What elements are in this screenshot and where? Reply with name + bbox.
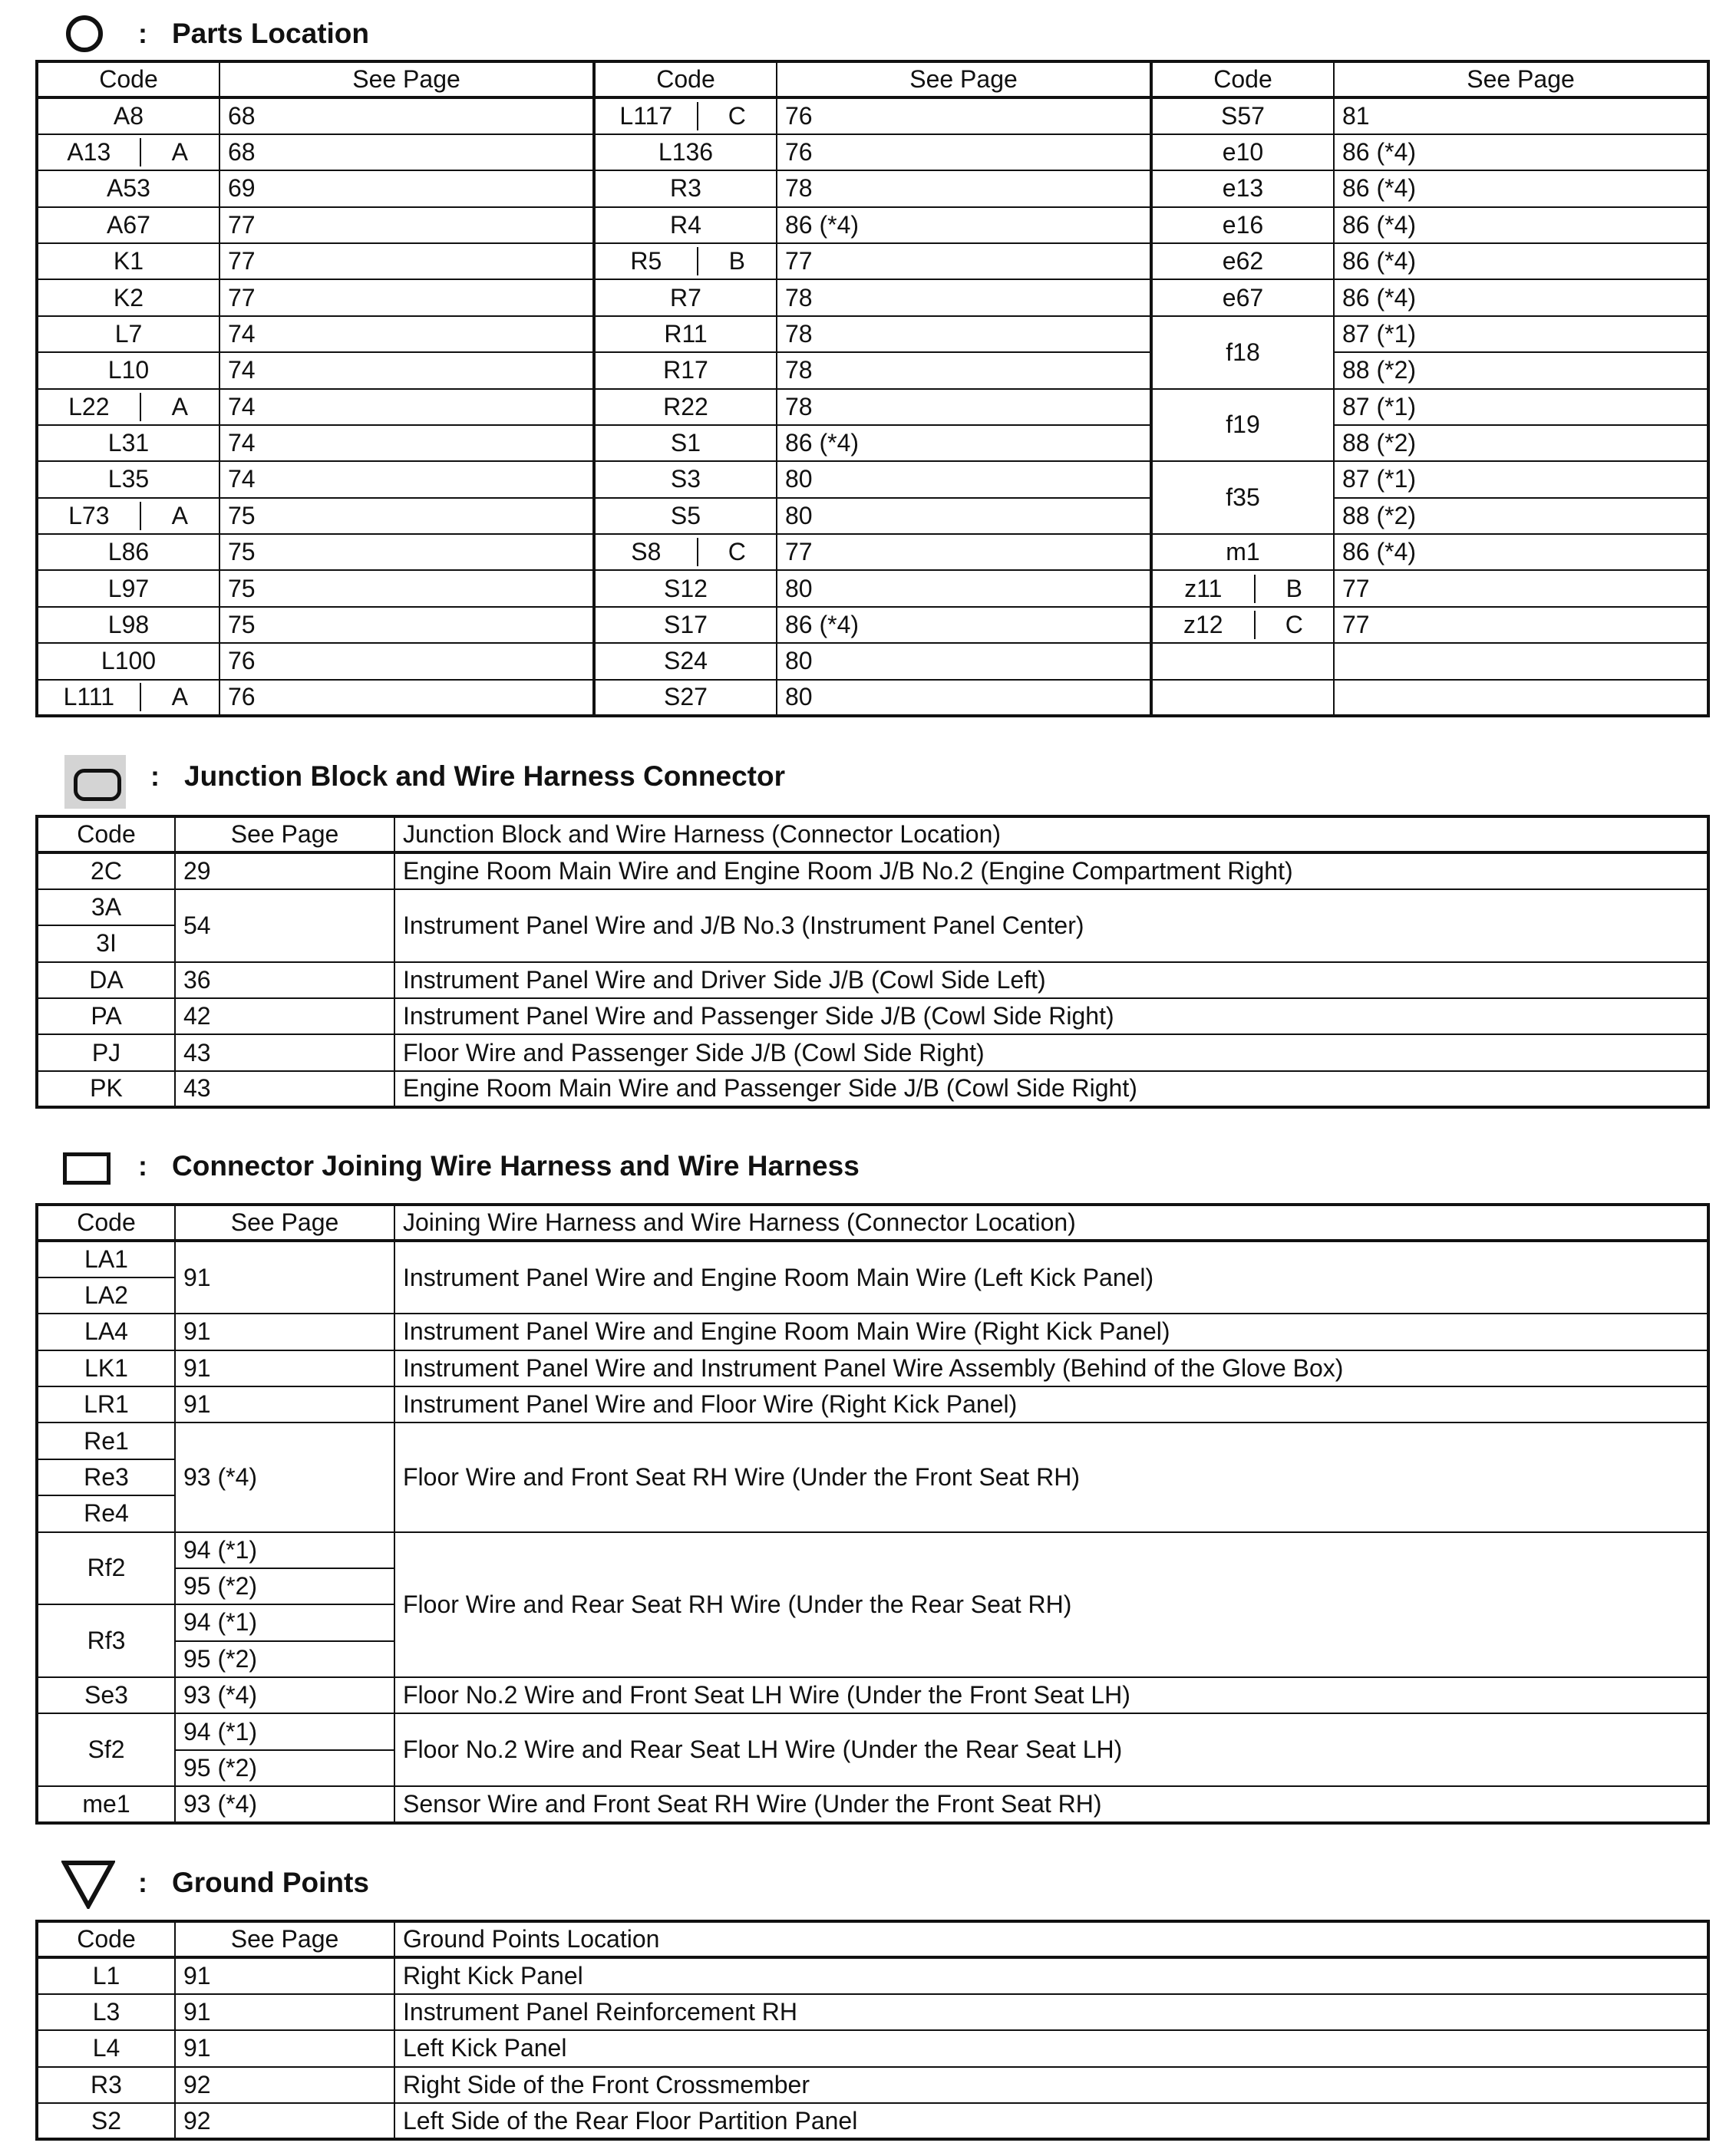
junction-heading: : Junction Block and Wire Harness Connector xyxy=(61,753,785,799)
code-cell xyxy=(1151,680,1334,716)
code-cell: e67 xyxy=(1151,279,1334,315)
code-cell: R17 xyxy=(594,352,777,388)
header-see-page: See Page xyxy=(219,61,594,97)
see-page-cell: 42 xyxy=(175,998,394,1034)
parts-location-heading: : Parts Location xyxy=(61,11,369,57)
code-cell xyxy=(1151,570,1334,606)
code-label: z12 xyxy=(1153,611,1256,639)
location-cell: Instrument Panel Wire and J/B No.3 (Instrument Panel Center) xyxy=(394,889,1708,962)
see-page-cell: 76 xyxy=(777,97,1151,134)
code-cell xyxy=(37,498,219,534)
see-page-cell: 88 (*2) xyxy=(1334,352,1708,388)
table-row xyxy=(37,1034,1708,1070)
see-page-cell: 91 xyxy=(175,1350,394,1386)
see-page-cell: 36 xyxy=(175,962,394,998)
table-header-row xyxy=(37,1921,1708,1957)
code-cell: m1 xyxy=(1151,534,1334,570)
header-code: Code xyxy=(1151,61,1334,97)
code-cell: S17 xyxy=(594,607,777,643)
location-cell: Floor No.2 Wire and Front Seat LH Wire (Under the Front Seat LH) xyxy=(394,1677,1708,1713)
code-cell: L31 xyxy=(37,425,219,461)
table-row xyxy=(37,962,1708,998)
header-code: Code xyxy=(37,816,175,852)
code-cell: S12 xyxy=(594,570,777,606)
see-page-cell: 91 xyxy=(175,2030,394,2066)
header-see-page: See Page xyxy=(175,816,394,852)
see-page-cell: 92 xyxy=(175,2067,394,2103)
code-cell: LR1 xyxy=(37,1386,175,1422)
see-page-cell: 94 (*1) xyxy=(175,1713,394,1749)
code-cell xyxy=(1151,643,1334,679)
see-page-cell: 77 xyxy=(1334,570,1708,606)
table-row xyxy=(37,425,1708,461)
header-description: Ground Points Location xyxy=(394,1921,1708,1957)
table-row xyxy=(37,170,1708,206)
ground-points-table xyxy=(35,1920,1710,2141)
code-cell: R11 xyxy=(594,316,777,352)
location-cell: Engine Room Main Wire and Passenger Side J/B (Cowl Side Right) xyxy=(394,1071,1708,1107)
code-cell: Re4 xyxy=(37,1495,175,1531)
code-cell xyxy=(594,534,777,570)
table-row xyxy=(37,570,1708,606)
code-cell xyxy=(37,134,219,170)
see-page-cell: 43 xyxy=(175,1034,394,1070)
see-page-cell: 76 xyxy=(219,643,594,679)
see-page-cell: 87 (*1) xyxy=(1334,316,1708,352)
code-cell: L35 xyxy=(37,461,219,497)
see-page-cell: 86 (*4) xyxy=(1334,170,1708,206)
see-page-cell: 75 xyxy=(219,607,594,643)
code-cell: PJ xyxy=(37,1034,175,1070)
see-page-cell: 74 xyxy=(219,425,594,461)
code-cell: A67 xyxy=(37,207,219,243)
header-see-page: See Page xyxy=(175,1205,394,1241)
see-page-cell: 91 xyxy=(175,1241,394,1314)
see-page-cell: 91 xyxy=(175,1386,394,1422)
code-cell: S27 xyxy=(594,680,777,716)
see-page-cell: 74 xyxy=(219,389,594,425)
code-cell xyxy=(37,680,219,716)
table-row xyxy=(37,680,1708,716)
header-description: Junction Block and Wire Harness (Connector Location) xyxy=(394,816,1708,852)
location-cell: Sensor Wire and Front Seat RH Wire (Under the Front Seat RH) xyxy=(394,1786,1708,1822)
table-row xyxy=(37,1241,1708,1277)
code-cell xyxy=(594,97,777,134)
see-page-cell: 87 (*1) xyxy=(1334,389,1708,425)
see-page-cell: 77 xyxy=(219,243,594,279)
see-page-cell xyxy=(1334,643,1708,679)
see-page-cell: 86 (*4) xyxy=(777,207,1151,243)
code-letter: A xyxy=(171,137,188,166)
code-cell: S2 xyxy=(37,2103,175,2139)
code-cell: S24 xyxy=(594,643,777,679)
code-cell: f35 xyxy=(1151,461,1334,534)
see-page-cell: 88 (*2) xyxy=(1334,498,1708,534)
code-cell: Re1 xyxy=(37,1422,175,1459)
header-see-page: See Page xyxy=(777,61,1151,97)
table-row xyxy=(37,1713,1708,1749)
code-cell: LK1 xyxy=(37,1350,175,1386)
code-cell: S3 xyxy=(594,461,777,497)
table-row xyxy=(37,2103,1708,2139)
see-page-cell: 86 (*4) xyxy=(1334,134,1708,170)
code-cell: DA xyxy=(37,962,175,998)
see-page-cell: 86 (*4) xyxy=(1334,207,1708,243)
code-cell: e13 xyxy=(1151,170,1334,206)
see-page-cell: 92 xyxy=(175,2103,394,2139)
code-cell: f18 xyxy=(1151,316,1334,389)
header-description: Joining Wire Harness and Wire Harness (Connector Location) xyxy=(394,1205,1708,1241)
see-page-cell: 74 xyxy=(219,461,594,497)
code-cell: A8 xyxy=(37,97,219,134)
code-label: A13 xyxy=(38,138,141,166)
joining-title: Connector Joining Wire Harness and Wire Harness xyxy=(172,1150,860,1182)
see-page-cell: 77 xyxy=(219,207,594,243)
see-page-cell: 86 (*4) xyxy=(1334,243,1708,279)
code-cell: Se3 xyxy=(37,1677,175,1713)
see-page-cell: 74 xyxy=(219,352,594,388)
see-page-cell: 69 xyxy=(219,170,594,206)
see-page-cell: 86 (*4) xyxy=(1334,534,1708,570)
joining-connector-table xyxy=(35,1203,1710,1825)
table-row xyxy=(37,134,1708,170)
code-cell: 2C xyxy=(37,852,175,888)
code-label: L22 xyxy=(38,393,141,421)
parts-location-title: Parts Location xyxy=(172,18,369,49)
see-page-cell: 80 xyxy=(777,570,1151,606)
code-cell: me1 xyxy=(37,1786,175,1822)
table-row xyxy=(37,607,1708,643)
code-cell: LA2 xyxy=(37,1277,175,1314)
table-row xyxy=(37,1786,1708,1822)
table-header-row xyxy=(37,61,1708,97)
see-page-cell xyxy=(1334,680,1708,716)
see-page-cell: 80 xyxy=(777,498,1151,534)
location-cell: Floor No.2 Wire and Rear Seat LH Wire (Under the Rear Seat LH) xyxy=(394,1713,1708,1786)
see-page-cell: 86 (*4) xyxy=(777,425,1151,461)
code-letter: C xyxy=(1285,611,1303,639)
code-cell: S1 xyxy=(594,425,777,461)
see-page-cell: 75 xyxy=(219,498,594,534)
code-letter: C xyxy=(728,538,746,566)
code-cell: L10 xyxy=(37,352,219,388)
see-page-cell: 78 xyxy=(777,352,1151,388)
location-cell: Instrument Panel Reinforcement RH xyxy=(394,1994,1708,2030)
see-page-cell: 54 xyxy=(175,889,394,962)
table-row xyxy=(37,389,1708,425)
table-row xyxy=(37,1532,1708,1568)
code-cell: K2 xyxy=(37,279,219,315)
code-cell: L7 xyxy=(37,316,219,352)
header-code: Code xyxy=(37,61,219,97)
code-cell: K1 xyxy=(37,243,219,279)
code-letter: A xyxy=(171,392,188,420)
code-cell: L98 xyxy=(37,607,219,643)
see-page-cell: 77 xyxy=(1334,607,1708,643)
code-cell: S5 xyxy=(594,498,777,534)
location-cell: Left Kick Panel xyxy=(394,2030,1708,2066)
table-row xyxy=(37,352,1708,388)
table-row xyxy=(37,889,1708,925)
see-page-cell: 95 (*2) xyxy=(175,1750,394,1786)
location-cell: Instrument Panel Wire and Instrument Panel Wire Assembly (Behind of the Glove Box) xyxy=(394,1350,1708,1386)
table-row xyxy=(37,97,1708,134)
see-page-cell: 29 xyxy=(175,852,394,888)
code-cell: 3I xyxy=(37,925,175,961)
see-page-cell: 95 (*2) xyxy=(175,1641,394,1677)
see-page-cell: 78 xyxy=(777,389,1151,425)
code-cell xyxy=(37,389,219,425)
code-cell: L3 xyxy=(37,1994,175,2030)
code-label: L117 xyxy=(596,102,698,130)
code-cell: Rf3 xyxy=(37,1604,175,1677)
table-header-row xyxy=(37,816,1708,852)
code-cell: PA xyxy=(37,998,175,1034)
header-code: Code xyxy=(594,61,777,97)
see-page-cell: 91 xyxy=(175,1314,394,1350)
see-page-cell: 77 xyxy=(777,243,1151,279)
location-cell: Right Kick Panel xyxy=(394,1957,1708,1993)
see-page-cell: 91 xyxy=(175,1994,394,2030)
junction-title: Junction Block and Wire Harness Connector xyxy=(184,760,785,792)
see-page-cell: 76 xyxy=(777,134,1151,170)
parts-location-table xyxy=(35,60,1710,717)
code-label: S8 xyxy=(596,538,698,566)
location-cell: Floor Wire and Front Seat RH Wire (Under the Front Seat RH) xyxy=(394,1422,1708,1531)
location-cell: Instrument Panel Wire and Engine Room Main Wire (Left Kick Panel) xyxy=(394,1241,1708,1314)
table-row xyxy=(37,643,1708,679)
code-letter: B xyxy=(728,247,745,275)
code-cell: R4 xyxy=(594,207,777,243)
see-page-cell: 78 xyxy=(777,170,1151,206)
ground-heading: : Ground Points xyxy=(61,1860,369,1906)
code-label: z11 xyxy=(1153,575,1256,603)
code-cell xyxy=(594,243,777,279)
table-row xyxy=(37,1071,1708,1107)
see-page-cell: 43 xyxy=(175,1071,394,1107)
code-cell: e10 xyxy=(1151,134,1334,170)
table-row xyxy=(37,243,1708,279)
see-page-cell: 94 (*1) xyxy=(175,1532,394,1568)
code-cell: LA1 xyxy=(37,1241,175,1277)
see-page-cell: 93 (*4) xyxy=(175,1677,394,1713)
location-cell: Instrument Panel Wire and Floor Wire (Right Kick Panel) xyxy=(394,1386,1708,1422)
code-cell: A53 xyxy=(37,170,219,206)
see-page-cell: 76 xyxy=(219,680,594,716)
code-cell: Sf2 xyxy=(37,1713,175,1786)
see-page-cell: 93 (*4) xyxy=(175,1786,394,1822)
code-cell: R22 xyxy=(594,389,777,425)
table-row xyxy=(37,1314,1708,1350)
table-row xyxy=(37,1994,1708,2030)
see-page-cell: 94 (*1) xyxy=(175,1604,394,1640)
code-cell xyxy=(1151,607,1334,643)
table-row xyxy=(37,1957,1708,1993)
location-cell: Instrument Panel Wire and Driver Side J/B (Cowl Side Left) xyxy=(394,962,1708,998)
code-label: L111 xyxy=(38,683,141,711)
code-letter: B xyxy=(1285,574,1302,602)
table-row xyxy=(37,498,1708,534)
ground-triangle-symbol-icon xyxy=(61,1860,107,1906)
code-cell: L1 xyxy=(37,1957,175,1993)
header-code: Code xyxy=(37,1205,175,1241)
table-header-row xyxy=(37,1205,1708,1241)
see-page-cell: 68 xyxy=(219,97,594,134)
see-page-cell: 80 xyxy=(777,643,1151,679)
location-cell: Right Side of the Front Crossmember xyxy=(394,2067,1708,2103)
see-page-cell: 74 xyxy=(219,316,594,352)
see-page-cell: 80 xyxy=(777,680,1151,716)
location-cell: Engine Room Main Wire and Engine Room J/B No.2 (Engine Compartment Right) xyxy=(394,852,1708,888)
code-cell: S57 xyxy=(1151,97,1334,134)
table-row xyxy=(37,279,1708,315)
location-cell: Floor Wire and Rear Seat RH Wire (Under the Rear Seat RH) xyxy=(394,1532,1708,1678)
code-cell: e16 xyxy=(1151,207,1334,243)
table-row xyxy=(37,1350,1708,1386)
see-page-cell: 88 (*2) xyxy=(1334,425,1708,461)
header-code: Code xyxy=(37,1921,175,1957)
header-see-page: See Page xyxy=(1334,61,1708,97)
location-cell: Left Side of the Rear Floor Partition Panel xyxy=(394,2103,1708,2139)
see-page-cell: 81 xyxy=(1334,97,1708,134)
see-page-cell: 93 (*4) xyxy=(175,1422,394,1531)
header-see-page: See Page xyxy=(175,1921,394,1957)
ground-title: Ground Points xyxy=(172,1867,369,1898)
see-page-cell: 86 (*4) xyxy=(777,607,1151,643)
code-cell: R3 xyxy=(37,2067,175,2103)
code-cell: L100 xyxy=(37,643,219,679)
code-cell: Rf2 xyxy=(37,1532,175,1605)
table-row xyxy=(37,852,1708,888)
code-cell: LA4 xyxy=(37,1314,175,1350)
code-cell: e62 xyxy=(1151,243,1334,279)
see-page-cell: 77 xyxy=(777,534,1151,570)
code-letter: A xyxy=(171,501,188,529)
table-row xyxy=(37,1422,1708,1459)
see-page-cell: 87 (*1) xyxy=(1334,461,1708,497)
see-page-cell: 68 xyxy=(219,134,594,170)
joining-heading: : Connector Joining Wire Harness and Wire Harness xyxy=(61,1143,860,1189)
code-cell: PK xyxy=(37,1071,175,1107)
code-cell: Re3 xyxy=(37,1459,175,1495)
table-row xyxy=(37,2067,1708,2103)
table-row xyxy=(37,461,1708,497)
table-row xyxy=(37,534,1708,570)
table-row xyxy=(37,998,1708,1034)
code-cell: L86 xyxy=(37,534,219,570)
see-page-cell: 91 xyxy=(175,1957,394,1993)
code-letter: A xyxy=(171,683,188,711)
see-page-cell: 86 (*4) xyxy=(1334,279,1708,315)
code-cell: L136 xyxy=(594,134,777,170)
see-page-cell: 78 xyxy=(777,279,1151,315)
code-letter: C xyxy=(728,102,746,130)
see-page-cell: 75 xyxy=(219,534,594,570)
table-row xyxy=(37,207,1708,243)
table-row xyxy=(37,1386,1708,1422)
table-row xyxy=(37,1677,1708,1713)
code-cell: R3 xyxy=(594,170,777,206)
circle-symbol-icon xyxy=(61,11,107,57)
rectangle-connector-symbol-icon xyxy=(61,1143,107,1189)
code-cell: 3A xyxy=(37,889,175,925)
code-label: L73 xyxy=(38,502,141,530)
see-page-cell: 95 (*2) xyxy=(175,1568,394,1604)
code-cell: R7 xyxy=(594,279,777,315)
see-page-cell: 75 xyxy=(219,570,594,606)
location-cell: Instrument Panel Wire and Passenger Side J/B (Cowl Side Right) xyxy=(394,998,1708,1034)
junction-block-table xyxy=(35,815,1710,1109)
see-page-cell: 77 xyxy=(219,279,594,315)
location-cell: Instrument Panel Wire and Engine Room Main Wire (Right Kick Panel) xyxy=(394,1314,1708,1350)
location-cell: Floor Wire and Passenger Side J/B (Cowl Side Right) xyxy=(394,1034,1708,1070)
code-label: R5 xyxy=(596,247,698,275)
table-row xyxy=(37,316,1708,352)
table-row xyxy=(37,2030,1708,2066)
code-cell: L4 xyxy=(37,2030,175,2066)
code-cell: L97 xyxy=(37,570,219,606)
code-cell: f19 xyxy=(1151,389,1334,462)
see-page-cell: 78 xyxy=(777,316,1151,352)
rounded-connector-symbol-icon xyxy=(63,753,109,799)
see-page-cell: 80 xyxy=(777,461,1151,497)
